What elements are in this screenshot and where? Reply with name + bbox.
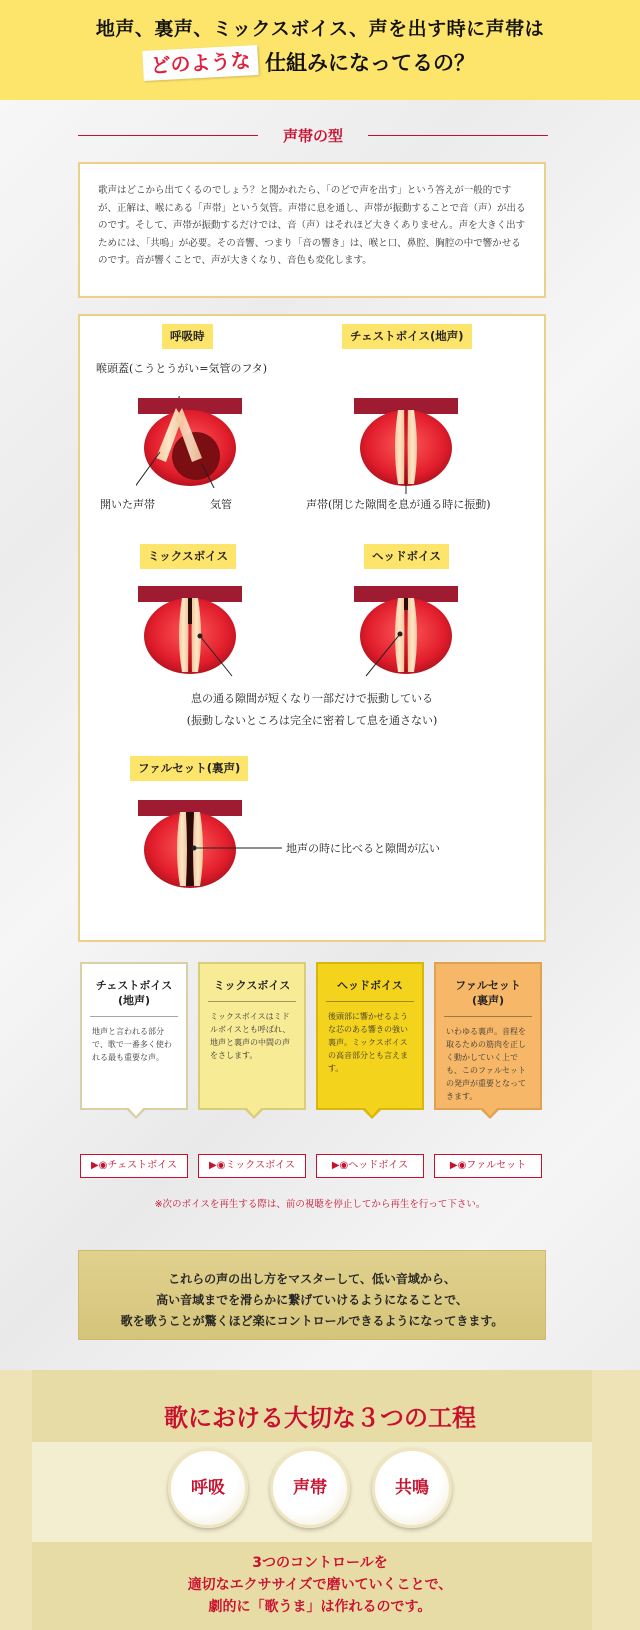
voice-type-cards xyxy=(80,962,550,1142)
card-head xyxy=(316,962,424,1110)
card-mix xyxy=(198,962,306,1110)
card-head-title: ヘッドボイス xyxy=(326,964,414,1002)
caption-trachea: 気管 xyxy=(210,498,232,511)
section-title-text: 声帯の型 xyxy=(282,127,343,145)
caption-mix-head-1: 息の通る隙間が短くなり一部だけで振動している xyxy=(191,692,433,705)
play-falsetto-button[interactable]: ▶◉ファルセット xyxy=(434,1154,542,1178)
label-chest: チェストボイス(地声) xyxy=(342,324,472,349)
vocal-cord-breath xyxy=(136,396,246,496)
hero-line-2: 仕組みになってるの？ xyxy=(265,51,475,75)
label-mix: ミックスボイス xyxy=(140,544,236,569)
caption-mix-head-2: (振動しないところは完全に密着して息を通さない) xyxy=(186,714,438,727)
card-chest xyxy=(80,962,188,1110)
playback-note: ※次のボイスを再生する際は、前の視聴を停止してから再生を行って下さい。 xyxy=(154,1199,486,1210)
hero-line-1: 地声、裏声、ミックスボイス、声を出す時に声帯は xyxy=(95,18,545,40)
step-resonance: 共鳴 xyxy=(372,1448,452,1528)
vocal-cord-mix xyxy=(136,584,246,684)
vocal-cord-diagram xyxy=(78,314,546,942)
card-mix-title: ミックスボイス xyxy=(208,964,296,1002)
play-head-button[interactable]: ▶◉ヘッドボイス xyxy=(316,1154,424,1178)
card-falsetto xyxy=(434,962,542,1110)
card-falsetto-title: ファルセット (裏声) xyxy=(444,964,532,1017)
label-head: ヘッドボイス xyxy=(364,544,449,569)
label-falsetto: ファルセット(裏声) xyxy=(130,756,248,781)
section-title xyxy=(78,124,548,148)
hero-banner xyxy=(0,0,640,100)
card-arrow xyxy=(126,1109,146,1119)
play-mix-button[interactable]: ▶◉ミックスボイス xyxy=(198,1154,306,1178)
summary-text: これらの声の出し方をマスターして、低い音域から、 高い音域までを滑らかに繋げていけるようになることで、 歌を歌うことが驚くほど楽にコントロールできるようになってきます。 xyxy=(120,1272,504,1328)
process-title: 歌における大切な３つの工程 xyxy=(164,1404,476,1432)
hero-tag-text: どのような xyxy=(149,48,252,78)
card-chest-title: チェストボイス (地声) xyxy=(90,964,178,1017)
intro-text: 歌声はどこから出てくるのでしょう？と聞かれたら、「のどで声を出す」という答えが一般的ですが、正解は、喉にある「声帯」という気管。声帯に息を通し、声帯が振動することで音（声）が出るのです。そして、声帯が振動するだけでは、音（声）はそれほど大きくありません。声を大きく出すためには、「共鳴」が必要。その音響、つまり「音の響き」は、喉と口、鼻腔、胸腔の中で響かせるのです。音が響くことで、声が大きくなり、音色も変化します。 xyxy=(98,185,526,266)
caption-open-cords: 開いた声帯 xyxy=(100,498,155,511)
card-arrow xyxy=(480,1109,500,1119)
vocal-cord-chest xyxy=(352,396,462,496)
caption-chest: 声帯(閉じた隙間を息が通る時に振動) xyxy=(306,498,491,511)
process-closing: 3つのコントロールを 適切なエクササイズで磨いていくことで、 劇的に「歌うま」は作れるのです。 xyxy=(187,1555,453,1615)
card-falsetto-body: いわゆる裏声。音程を取るための筋肉を正しく動かしていく上でも、このファルセットの発声が重要となってきます。 xyxy=(446,1027,526,1101)
card-head-body: 後頭部に響かせるような芯のある響きの強い裏声。ミックスボイスの高音部分とも言えます。 xyxy=(328,1012,408,1073)
step-breathing: 呼吸 xyxy=(168,1448,248,1528)
card-mix-body: ミックスボイスはミドルボイスとも呼ばれ、地声と裏声の中間の声をさします。 xyxy=(210,1012,291,1060)
card-arrow xyxy=(362,1109,382,1119)
summary-box xyxy=(78,1250,546,1340)
card-arrow xyxy=(244,1109,264,1119)
step-vocal-cords: 声帯 xyxy=(270,1448,350,1528)
intro-box xyxy=(78,162,546,298)
vocal-cord-head xyxy=(352,584,462,684)
play-chest-button[interactable]: ▶◉チェストボイス xyxy=(80,1154,188,1178)
card-chest-body: 地声と言われる部分で、歌で一番多く使われる最も重要な声。 xyxy=(92,1027,172,1062)
hero-tag xyxy=(142,45,258,81)
caption-falsetto: 地声の時に比べると隙間が広い xyxy=(286,842,440,855)
caption-epiglottis: 喉頭蓋(こうとうがい=気管のフタ) xyxy=(96,362,268,375)
label-breath: 呼吸時 xyxy=(162,324,213,349)
